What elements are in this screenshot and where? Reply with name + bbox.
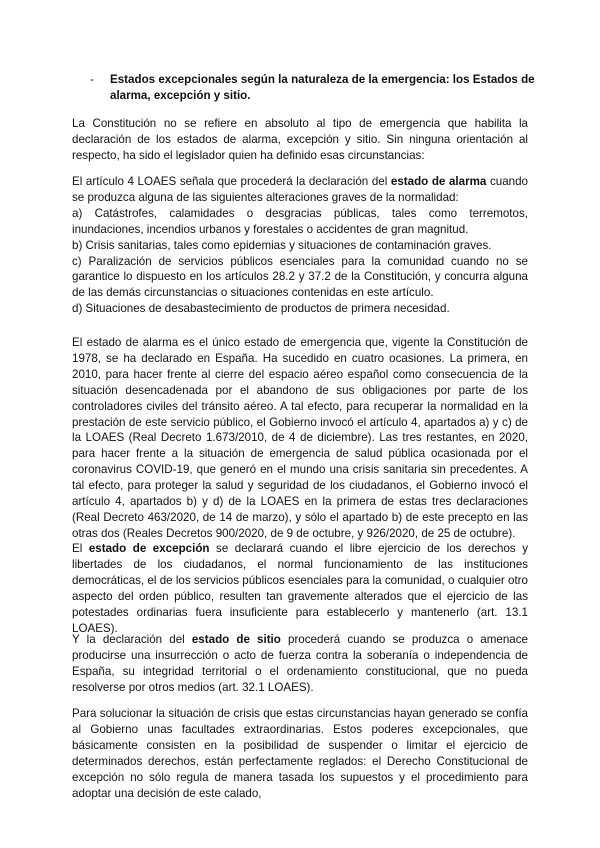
intro-paragraph: La Constitución no se refiere en absoluto al tipo de emergencia que habilita la declaración de los estados de alarma, excepción y sitio. Sin ninguna orientación al respecto, ha sido el legislador quien ha definido esas circunstancias: <box>72 117 528 162</box>
alarma-history-paragraph: El estado de alarma es el único estado de emergencia que, vigente la Constitución de 1978, se ha declarado en España. Ha sucedido en cuatro ocasiones. La primera, en 2010, para hacer frente al cierre del espacio aéreo español como consecuencia de la situación desencadenada por el abandono de sus obligaciones por parte de los controladores civiles del tránsito aéreo. A tal efecto, para recuperar la normalidad en la prestación de este servicio público, el Gobierno invocó el artículo 4, apartados a) y c) de la LOAES (Real Decreto 1.673/2010, de 4 de diciembre). Las tres restantes, en 2020, para hacer frente a la situación de emergencia de salud pública ocasionada por el coronavirus COVID-19, que generó en el mundo una crisis sanitaria sin precedentes. A tal efecto, para proteger la salud y seguridad de los ciudadanos, el Gobierno invocó el artículo 4, apartados b) y d) de la LOAES en la primera de estas tres declaraciones (Real Decreto 463/2020, de 14 de marzo), y sólo el apartado b) de este precepto en las otras dos (Reales Decretos 900/2020, de 9 de octubre, y 926/2020, de 25 de octubre). <box>72 336 528 540</box>
sitio-bold-term: estado de sitio <box>191 633 281 646</box>
sitio-paragraph <box>72 632 528 696</box>
sitio-before: Y la declaración del <box>72 633 192 646</box>
article4-bold-term: estado de alarma <box>390 175 487 188</box>
article4-item-d: d) Situaciones de desabastecimiento de productos de primera necesidad. <box>72 302 450 316</box>
article4-before: El artículo 4 LOAES señala que procederá la declaración del <box>72 175 391 188</box>
excepcion-bold-term: estado de excepción <box>88 542 210 555</box>
excepcion-before: El <box>72 542 89 555</box>
article4-item-a: a) Catástrofes, calamidades o desgracias públicas, tales como terremotos, inundaciones, incendios urbanos y forestales o accidentes de gran magnitud. <box>72 206 528 236</box>
section-heading <box>90 72 550 104</box>
excepcion-after: se declarará cuando el libre ejercicio de los derechos y libertades de los ciudadanos, el normal funcionamiento de las instituciones democráticas, el de los servicios públicos esenciales para la comunidad, o cualquier otro aspecto del orden público, resulten tan gravemente alterados que el ejercicio de las potestades ordinarias fuera insuficiente para establecerlo y mantenerlo (art. 13.1 LOAES). <box>72 542 529 635</box>
sitio-after: procederá cuando se produzca o amenace producirse una insurrección o acto de fuerza contra la soberanía o independencia de España, su integridad territorial o el ordenamiento constitucional, que no pueda resolverse por otros medios (art. 32.1 LOAES). <box>72 633 528 694</box>
heading-text: Estados excepcionales según la naturaleza de la emergencia: los Estados de alarma, excepción y sitio. <box>110 73 535 102</box>
article4-after: cuando se produzca alguna de las siguientes alteraciones graves de la normalidad: <box>72 175 529 204</box>
excepcion-paragraph <box>72 541 528 636</box>
article4-paragraph <box>72 174 528 317</box>
closing-paragraph: Para solucionar la situación de crisis que estas circunstancias hayan generado se confía al Gobierno unas facultades extraordinarias. Estos poderes excepcionales, que básicamente consisten en la posibilidad de suspender o limitar el ejercicio de determinados derechos, están perfectamente reglados: el Derecho Constitucional de excepción no sólo regula de manera tasada los supuestos y el procedimiento para adoptar una decisión de este calado, <box>72 707 528 800</box>
article4-item-c: c) Paralización de servicios públicos esenciales para la comunidad cuando no se garantice lo dispuesto en los artículos 28.2 y 37.2 de la Constitución, y concurra alguna de las demás circunstancias o situaciones contenidas en este artículo. <box>72 254 528 300</box>
article4-item-b: b) Crisis sanitarias, tales como epidemias y situaciones de contaminación graves. <box>72 238 492 252</box>
heading-bullet: - <box>90 73 94 86</box>
